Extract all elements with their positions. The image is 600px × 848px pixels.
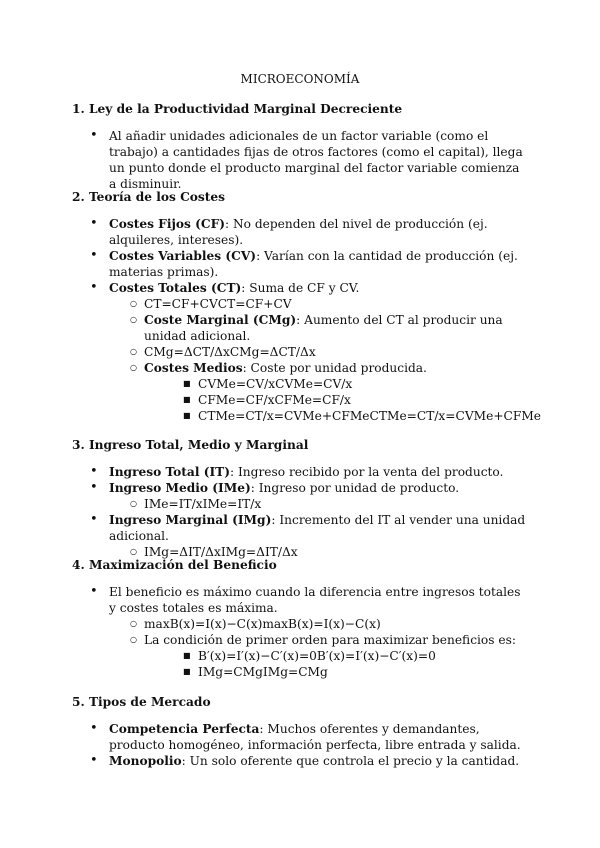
- formula-item: [144, 392, 530, 408]
- formula-ctme: CTMe=CT/x=CVMe+CFMeCTMe=CT/x=CVMe+CFMe: [198, 409, 542, 423]
- list-item-text: La condición de primer orden para maximizar beneficios es:: [144, 633, 516, 647]
- list-item-text: Al añadir unidades adicionales de un factor variable (como el trabajo) a cantidades fijas de otros factores (como el capital), llega un punto donde el producto marginal del factor variable comienza a disminuir.: [109, 129, 523, 191]
- term-desc: : Incremento del IT al vender una unidad adicional.: [109, 513, 526, 543]
- list-item: [109, 312, 530, 344]
- formula-img: IMg=ΔIT/ΔxIMg=ΔIT/Δx: [144, 545, 298, 559]
- term-desc: : Coste por unidad producida.: [242, 361, 427, 375]
- term-costes-medios: Costes Medios: [144, 361, 243, 375]
- section-5-heading: 5. Tipos de Mercado: [72, 695, 211, 709]
- formula-ct: CT=CF+CVCT=CF+CV: [144, 297, 292, 311]
- list-item-text: El beneficio es máximo cuando la diferencia entre ingresos totales y costes totales es máxima.: [109, 585, 521, 615]
- formula-item: [144, 664, 530, 680]
- sublist: [144, 376, 542, 424]
- formula-item: [144, 376, 530, 392]
- formula-item: [109, 616, 530, 632]
- term-monopolio: Monopolio: [109, 754, 182, 768]
- term-competencia-perfecta: Competencia Perfecta: [109, 722, 260, 736]
- formula-item: [109, 344, 530, 360]
- section-2-heading: 2. Teoría de los Costes: [72, 190, 226, 204]
- list-item: [109, 632, 530, 680]
- list-item: [90, 280, 542, 424]
- section-3-list: [90, 464, 530, 560]
- term-costes-fijos: Costes Fijos (CF): [109, 217, 225, 231]
- formula-item: [109, 496, 530, 512]
- section-5-list: [90, 721, 530, 769]
- list-item: [90, 512, 530, 560]
- term-desc: : Varían con la cantidad de producción (ej. materias primas).: [109, 249, 518, 279]
- list-item: [90, 721, 530, 753]
- term-desc: : Ingreso recibido por la venta del producto.: [230, 465, 504, 479]
- list-item: [90, 464, 530, 480]
- sublist: [109, 616, 530, 680]
- section-3-heading: 3. Ingreso Total, Medio y Marginal: [72, 438, 309, 452]
- list-item: [90, 248, 530, 280]
- list-item: [90, 216, 530, 248]
- section-1-list: [90, 128, 530, 192]
- section-4-heading: 4. Maximización del Beneficio: [72, 558, 277, 572]
- list-item: [90, 584, 530, 680]
- section-2-list: [90, 216, 542, 424]
- formula-ime: IMe=IT/xIMe=IT/x: [144, 497, 262, 511]
- term-desc: : Muchos oferentes y demandantes, producto homogéneo, información perfecta, libre entrada y salida.: [109, 722, 521, 752]
- term-ingreso-medio: Ingreso Medio (IMe): [109, 481, 251, 495]
- section-1-heading: 1. Ley de la Productividad Marginal Decreciente: [72, 102, 403, 116]
- formula-derivada: B′(x)=I′(x)−C′(x)=0B′(x)=I′(x)−C′(x)=0: [198, 649, 436, 663]
- sublist: [109, 496, 530, 512]
- list-item: [109, 360, 542, 424]
- term-costes-totales: Costes Totales (CT): [109, 281, 242, 295]
- formula-cmg: CMg=ΔCT/ΔxCMg=ΔCT/Δx: [144, 345, 316, 359]
- term-ingreso-total: Ingreso Total (IT): [109, 465, 230, 479]
- formula-max-beneficio: maxB(x)=I(x)−C(x)maxB(x)=I(x)−C(x): [144, 617, 381, 631]
- document-title: MICROECONOMÍA: [240, 72, 360, 86]
- formula-item: [109, 296, 530, 312]
- formula-item: [144, 408, 542, 424]
- formula-cvme: CVMe=CV/xCVMe=CV/x: [198, 377, 353, 391]
- formula-img-cmg: IMg=CMgIMg=CMg: [198, 665, 328, 679]
- term-desc: : Suma de CF y CV.: [241, 281, 360, 295]
- list-item: [90, 753, 530, 769]
- term-desc: : Aumento del CT al producir una unidad adicional.: [144, 313, 503, 343]
- formula-item: [144, 648, 530, 664]
- list-item: [90, 128, 530, 192]
- term-coste-marginal: Coste Marginal (CMg): [144, 313, 297, 327]
- sublist: [109, 296, 542, 424]
- term-costes-variables: Costes Variables (CV): [109, 249, 257, 263]
- section-4-list: [90, 584, 530, 680]
- formula-cfme: CFMe=CF/xCFMe=CF/x: [198, 393, 351, 407]
- sublist: [144, 648, 530, 680]
- term-desc: : No dependen del nivel de producción (ej. alquileres, intereses).: [109, 217, 488, 247]
- list-item: [90, 480, 530, 512]
- term-desc: : Un solo oferente que controla el precio y la cantidad.: [181, 754, 520, 768]
- term-desc: : Ingreso por unidad de producto.: [250, 481, 460, 495]
- term-ingreso-marginal: Ingreso Marginal (IMg): [109, 513, 272, 527]
